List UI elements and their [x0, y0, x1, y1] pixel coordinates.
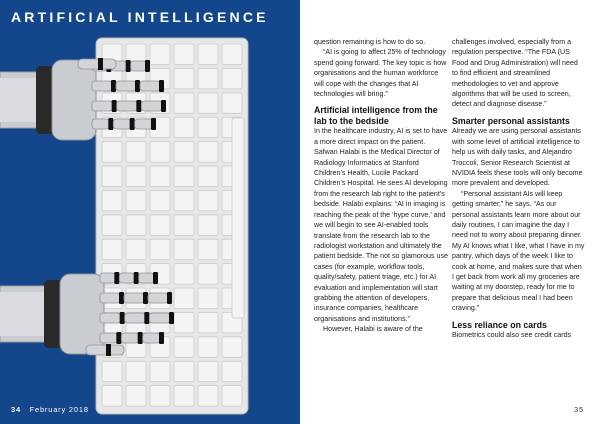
page-number-left: 34 [11, 405, 21, 414]
page-number-right: 35 [574, 405, 584, 414]
keyboard-icon [96, 38, 248, 414]
text-column-1 [314, 37, 449, 335]
section-title: ARTIFICIAL INTELLIGENCE [11, 9, 269, 25]
subheading: Artificial intelligence from the lab to the bedside [314, 105, 438, 126]
paragraph: Already we are using personal assistants with some level of artificial intelligence to help us with daily tasks, and Alejandro Troccoli, Senior Research Scientist at NVIDIA feels these tools will only become more prevalent and developed. [452, 127, 583, 188]
paragraph: challenges involved, especially from a regulation perspective. “The FDA (US Food and Drug Administration) will need to find efficient and streamlined methodologies to vet and approve algorithms that will be used to screen, detect and diagnose disease.” [452, 38, 578, 109]
paragraph: “Personal assistant AIs will keep getting smarter,” he says. “As our personal assistants learn more about our daily routines, I can imagine the day I need not to worry about preparing dinner. My AI knows what I like, what I have in my pantry, which days of the week I like to cook at home, and makes sure that when I get back from work all my groceries are waiting at my doorstep, ready for me to prepare that delicious meal I had been craving.” [452, 189, 585, 313]
subheading: Smarter personal assistants [452, 115, 570, 126]
folio-left [11, 405, 89, 414]
text-column-2 [452, 37, 585, 341]
paragraph: In the healthcare industry, AI is set to have a more direct impact on the patient. Safwan Halabi is the Medical Director of Radiology Informatics at Stanford Children’s Health, Lucile Packard Children’s Hospital. He sees AI developing from the research lab right to the patient’s bedside. Halabi explains: “AI in imaging is reaching the peak of the ‘hype curve,’ and we will begin to see AI-enabled tools translate from the research lab to the radiologist workstation and ultimately the patient bedside. The not so glamorous use cases (for example, workflow tools, quality/safety, patient triage, etc.) for AI evaluation and implementation will start grabbing the attention of developers, insurance companies, healthcare organisations and institutions.” [314, 127, 448, 323]
paragraph: Biometrics could also see credit cards [452, 331, 572, 340]
issue-date: February 2018 [29, 405, 89, 414]
subheading: Less reliance on cards [452, 319, 547, 330]
paragraph: “AI is going to affect 25% of technology spend going forward. The key topic is how organisations and the human workforce will cope with the changes that AI technologies will bring.” [314, 48, 447, 99]
paragraph: question remaining is how to do so. [314, 38, 426, 46]
paragraph: However, Halabi is aware of the [323, 325, 423, 334]
